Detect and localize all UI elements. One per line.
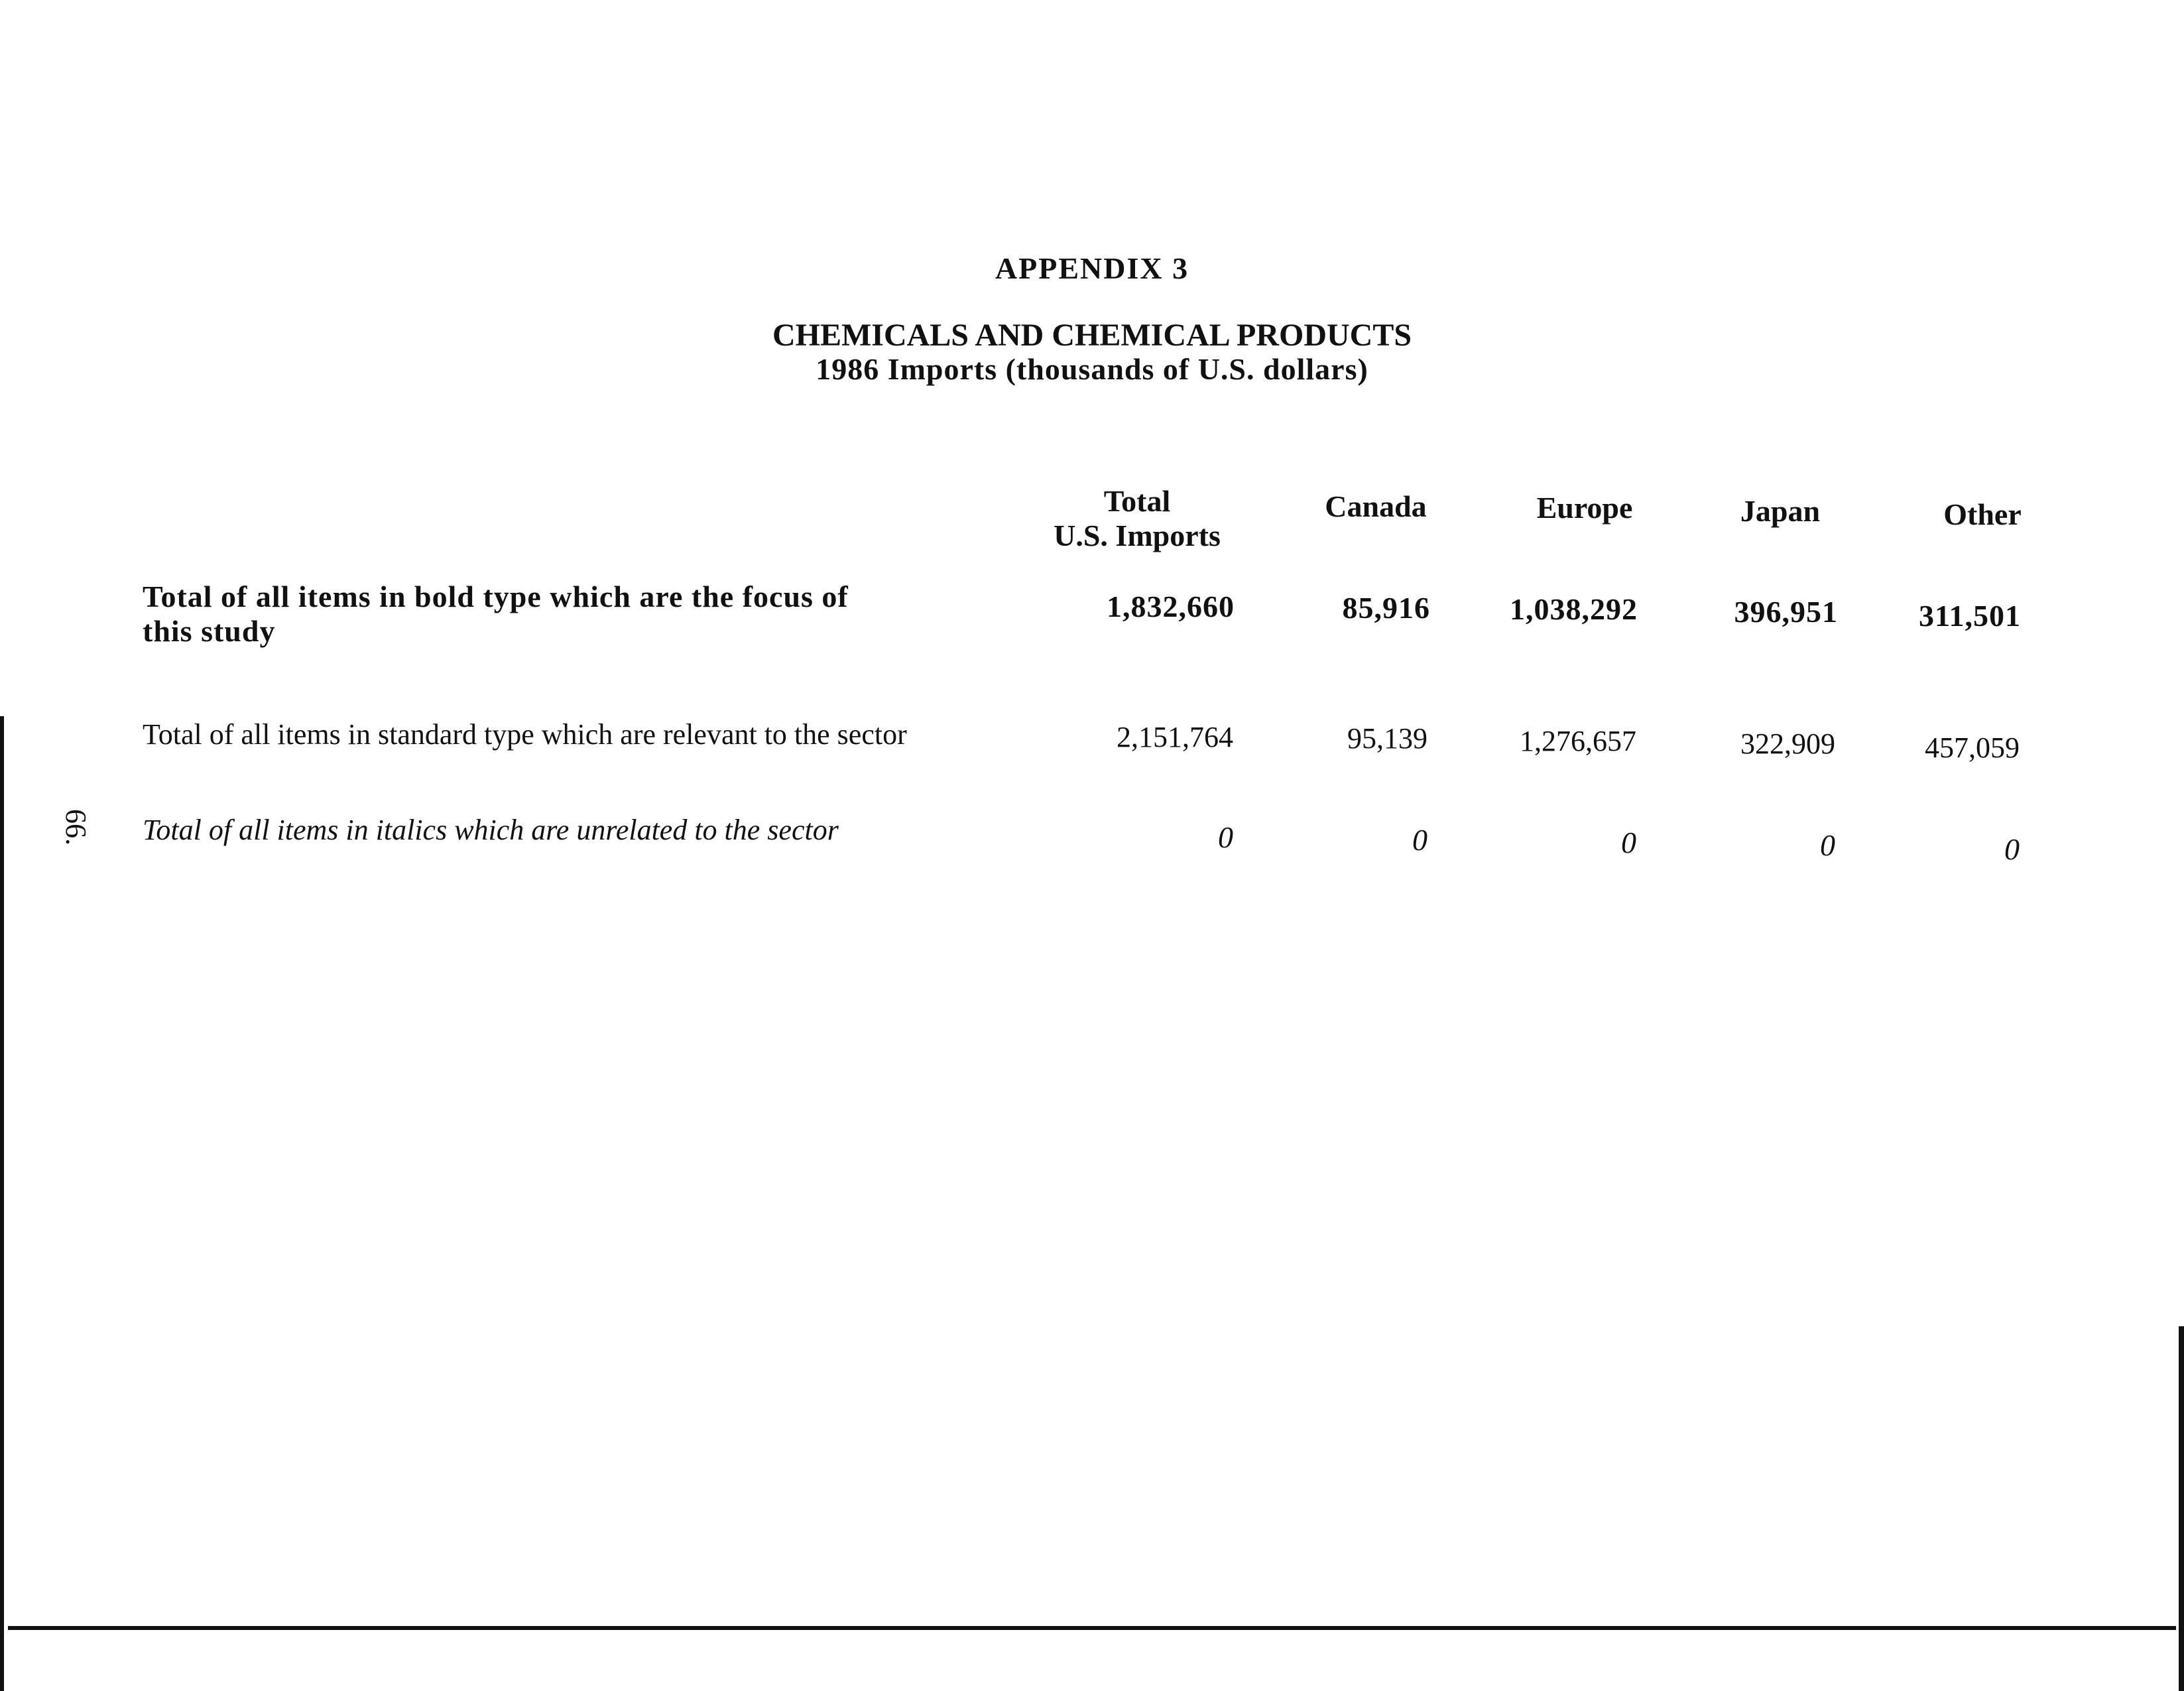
cell-standard-canada: 95,139 (1347, 722, 1427, 755)
column-header-europe: Europe (1536, 491, 1633, 525)
cell-italic-japan: 0 (1820, 828, 1835, 862)
column-header-japan: Japan (1740, 494, 1821, 528)
column-header-canada: Canada (1325, 489, 1427, 523)
cell-italic-canada: 0 (1412, 823, 1427, 857)
scan-right-edge (2179, 1326, 2184, 1691)
bottom-rule (8, 1626, 2176, 1630)
cell-bold-other: 311,501 (1919, 599, 2021, 633)
cell-italic-europe: 0 (1621, 826, 1636, 859)
scan-left-edge (0, 716, 4, 1691)
row-label-bold-line2: this study (143, 614, 276, 648)
page-title: CHEMICALS AND CHEMICAL PRODUCTS (772, 318, 1412, 353)
column-header-other: Other (1943, 497, 2022, 531)
cell-bold-japan: 396,951 (1734, 595, 1838, 629)
column-header-total-line2: U.S. Imports (1054, 519, 1221, 552)
cell-bold-europe: 1,038,292 (1510, 592, 1638, 626)
column-header-total (1014, 484, 1260, 553)
cell-standard-total: 2,151,764 (1117, 721, 1233, 753)
row-label-bold-line1: Total of all items in bold type which are the focus of (143, 580, 849, 613)
page-subtitle: 1986 Imports (thousands of U.S. dollars) (816, 352, 1368, 386)
cell-italic-total: 0 (1218, 820, 1233, 854)
appendix-title: APPENDIX 3 (995, 251, 1189, 285)
cell-italic-other: 0 (2004, 832, 2020, 866)
row-label-standard-items: Total of all items in standard type which are relevant to the sector (143, 718, 907, 751)
row-label-bold-items (143, 580, 985, 649)
cell-bold-total: 1,832,660 (1107, 590, 1235, 623)
cell-standard-europe: 1,276,657 (1520, 725, 1636, 757)
row-label-italic-items: Total of all items in italics which are unrelated to the sector (143, 814, 839, 846)
column-header-total-line1: Total (1103, 484, 1171, 518)
page-number: 66. (60, 809, 92, 845)
cell-standard-other: 457,059 (1925, 731, 2020, 764)
cell-bold-canada: 85,916 (1342, 591, 1430, 625)
cell-standard-japan: 322,909 (1740, 727, 1835, 760)
